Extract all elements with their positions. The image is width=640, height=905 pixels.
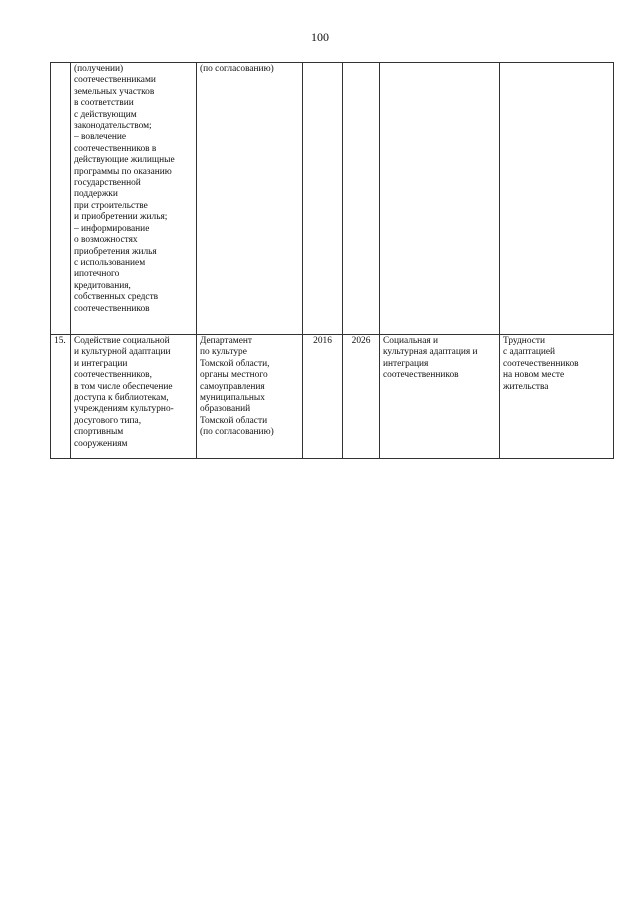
cell-text-line: Трудности xyxy=(503,336,546,346)
expected-result-cell xyxy=(380,335,500,459)
cell-text-line: муниципальных xyxy=(200,393,265,404)
cell-text-line: культурная адаптация и xyxy=(383,347,478,358)
cell-text-line: соотечественников xyxy=(383,370,459,381)
end-year-cell xyxy=(343,63,380,335)
cell-text-line: с использованием xyxy=(74,257,146,268)
cell-text-line: – информирование xyxy=(74,223,150,234)
page-number: 100 xyxy=(311,30,329,44)
cell-text-line: досугового типа, xyxy=(74,415,142,426)
cell-text-line: действующие жилищные xyxy=(74,155,175,166)
executor-cell xyxy=(197,63,303,335)
cell-text-line: о возможностях xyxy=(74,235,138,246)
end-year-cell xyxy=(343,335,380,459)
table-row xyxy=(51,335,614,459)
cell-text-line: с действующим xyxy=(74,109,137,120)
cell-text-line: жительства xyxy=(503,381,549,392)
cell-text-line: сооружениям xyxy=(74,438,128,449)
cell-text-line: соотечественников xyxy=(503,358,579,369)
cell-text-line: образований xyxy=(200,404,251,415)
table-row xyxy=(51,63,614,335)
cell-text: 15. xyxy=(54,336,66,346)
cell-text-line: (по согласованию) xyxy=(200,64,274,74)
row-number-cell xyxy=(51,63,71,335)
cell-text-line: в соответствии xyxy=(74,98,134,109)
risk-cell xyxy=(500,335,614,459)
measure-cell xyxy=(71,335,197,459)
cell-text-line: и культурной адаптации xyxy=(74,347,171,358)
risk-cell xyxy=(500,63,614,335)
cell-text-line: с адаптацией xyxy=(503,347,556,358)
cell-text-line: соотечественниками xyxy=(74,75,156,86)
cell-text-line: и интеграции xyxy=(74,358,128,369)
cell-text-line: (по согласованию) xyxy=(200,427,274,438)
cell-text: 2026 xyxy=(351,336,371,346)
cell-text: 2016 xyxy=(313,336,332,346)
cell-text-line: учреждениям культурно- xyxy=(74,404,174,415)
cell-text-line: ипотечного xyxy=(74,269,120,280)
cell-text-line: спортивным xyxy=(74,427,124,438)
cell-text-line: доступа к библиотекам, xyxy=(74,393,169,404)
start-year-cell xyxy=(303,63,343,335)
executor-cell xyxy=(197,335,303,459)
cell-text-line: Социальная и xyxy=(383,336,439,346)
row-number-cell xyxy=(51,335,71,459)
cell-text-line: при строительстве xyxy=(74,200,148,211)
cell-text-line: земельных участков xyxy=(74,86,155,97)
cell-text-line: в том числе обеспечение xyxy=(74,381,173,392)
cell-text-line: Томской области xyxy=(200,415,268,426)
cell-text-line: Томской области, xyxy=(200,358,270,369)
cell-text-line: законодательством; xyxy=(74,121,152,132)
cell-text-line: – вовлечение xyxy=(74,132,127,143)
cell-text-line: соотечественников, xyxy=(74,370,152,381)
cell-text-line: поддержки xyxy=(74,189,118,200)
cell-text-line: программы по оказанию xyxy=(74,166,172,177)
start-year-cell xyxy=(303,335,343,459)
measure-cell xyxy=(71,63,197,335)
cell-text-line: и приобретении жилья; xyxy=(74,212,168,223)
cell-text-line: по культуре xyxy=(200,347,247,358)
cell-text-line: кредитования, xyxy=(74,280,131,291)
cell-text-line: соотечественников xyxy=(74,303,150,314)
cell-text-line: приобретения жилья xyxy=(74,246,157,257)
cell-text-line: собственных средств xyxy=(74,292,159,303)
expected-result-cell xyxy=(380,63,500,335)
cell-text-line: (получении) xyxy=(74,64,124,74)
cell-text-line: соотечественников в xyxy=(74,143,157,154)
measures-table xyxy=(50,62,614,459)
cell-text-line: самоуправления xyxy=(200,381,265,392)
cell-text-line: Содействие социальной xyxy=(74,336,170,346)
cell-text-line: на новом месте xyxy=(503,370,565,381)
cell-text-line: органы местного xyxy=(200,370,268,381)
cell-text-line: интеграция xyxy=(383,358,429,369)
cell-text-line: Департамент xyxy=(200,336,252,346)
cell-text-line: государственной xyxy=(74,178,141,189)
